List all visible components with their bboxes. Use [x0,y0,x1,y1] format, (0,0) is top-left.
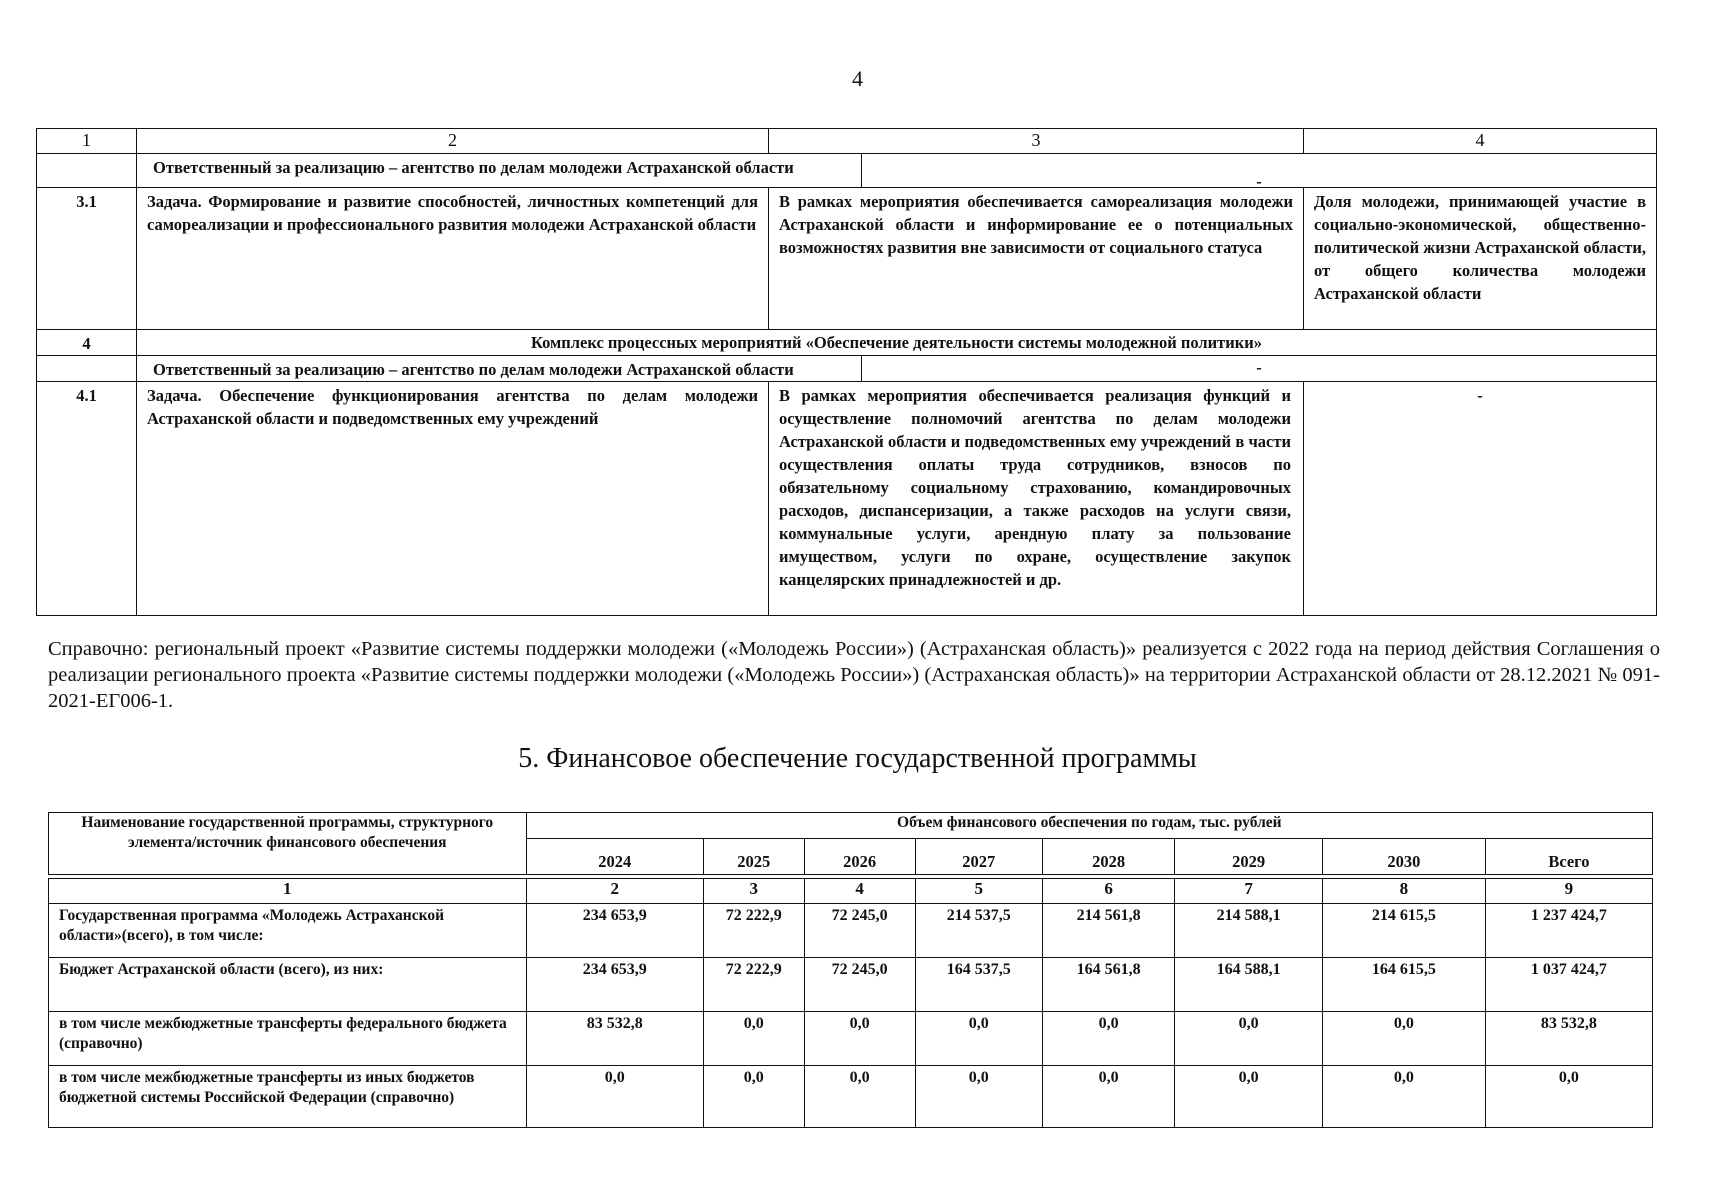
total-cell: 83 532,8 [1485,1012,1652,1066]
value-cell: 0,0 [1175,1066,1323,1128]
table-row [37,188,1657,330]
total-header: Всего [1485,839,1652,875]
description-text: В рамках мероприятия обеспечивается реализация функций и осуществление полномочий агентства по делам молодежи Астраханской области и подведомственных ему учреждений в части осуществления оплаты труда сотрудников, взносов по обязательному социальному страхованию, командировочных расходов, диспансеризации, а также расходов на услуги связи, коммунальные услуги, арендную плату за пользование имуществом, услуги по охране, осуществление закупок канцелярских принадлежностей и др. [769,382,1304,616]
value-cell: 0,0 [526,1066,703,1128]
section-row [37,330,1657,356]
value-cell: 164 615,5 [1322,958,1485,1012]
col-number: 7 [1175,879,1323,904]
table-row [49,1066,1653,1128]
header-volume: Объем финансового обеспечения по годам, тыс. рублей [526,813,1652,839]
value-cell: 234 653,9 [526,958,703,1012]
value-cell: 164 588,1 [1175,958,1323,1012]
year-header: 2024 [526,839,703,875]
year-header: 2028 [1042,839,1174,875]
row-name: в том числе межбюджетные трансферты из иных бюджетов бюджетной системы Российской Федерации (справочно) [49,1066,527,1128]
header-name: Наименование государственной программы, структурного элемента/источник финансового обеспечения [49,813,527,875]
value-cell: 0,0 [1322,1066,1485,1128]
description-text: В рамках мероприятия обеспечивается самореализация молодежи Астраханской области и информирование ее о потенциальных возможностях развития вне зависимости от социального статуса [769,188,1304,330]
value-cell: 214 537,5 [915,904,1042,958]
section-text: Комплекс процессных мероприятий «Обеспечение деятельности системы молодежной политики» [137,330,1657,356]
value-cell: 214 588,1 [1175,904,1323,958]
responsible-value: - [862,154,1657,188]
col-number: 4 [804,879,915,904]
page-number: 4 [852,66,863,91]
value-cell: 0,0 [703,1012,804,1066]
column-numbers-row [49,879,1653,904]
col-number: 9 [1485,879,1652,904]
value-cell: 164 537,5 [915,958,1042,1012]
col-number: 1 [49,879,527,904]
task-text: Задача. Формирование и развитие способностей, личностных компетенций для самореализации и профессионального развития молодежи Астраханской области [137,188,769,330]
value-cell: 164 561,8 [1042,958,1174,1012]
value-cell: 0,0 [1042,1012,1174,1066]
indicator-text: Доля молодежи, принимающей участие в социально-экономической, общественно-политической жизни Астраханской области, от общего количества молодежи Астраханской области [1304,188,1657,330]
activities-table [36,128,1657,616]
table-row [37,382,1657,616]
responsible-row [37,154,1657,188]
value-cell: 0,0 [804,1066,915,1128]
row-name: Государственная программа «Молодежь Астраханской области»(всего), в том числе: [49,904,527,958]
value-cell: 0,0 [1322,1012,1485,1066]
value-cell: 72 222,9 [703,904,804,958]
responsible-text: Ответственный за реализацию – агентство по делам молодежи Астраханской области [137,154,862,188]
col-number: 2 [137,129,769,154]
section-title: 5. Финансовое обеспечение государственной программы [518,743,1197,774]
table-header-row [37,129,1657,154]
col-number: 5 [915,879,1042,904]
col-number: 4 [1304,129,1657,154]
value-cell: 214 561,8 [1042,904,1174,958]
year-header: 2029 [1175,839,1323,875]
value-cell: 72 222,9 [703,958,804,1012]
table-row [49,904,1653,958]
col-number: 2 [526,879,703,904]
financing-table [48,812,1653,1128]
col-number: 8 [1322,879,1485,904]
table-row [49,1012,1653,1066]
row-name: в том числе межбюджетные трансферты федерального бюджета (справочно) [49,1012,527,1066]
value-cell: 0,0 [915,1012,1042,1066]
year-header: 2030 [1322,839,1485,875]
total-cell: 1 237 424,7 [1485,904,1652,958]
col-number: 6 [1042,879,1174,904]
value-cell: 0,0 [703,1066,804,1128]
row-number: 4.1 [37,382,137,616]
value-cell: 0,0 [1042,1066,1174,1128]
value-cell: 0,0 [915,1066,1042,1128]
value-cell: 0,0 [1175,1012,1323,1066]
year-header: 2025 [703,839,804,875]
row-number: 3.1 [37,188,137,330]
value-cell: 0,0 [804,1012,915,1066]
value-cell: 234 653,9 [526,904,703,958]
task-text: Задача. Обеспечение функционирования агентства по делам молодежи Астраханской области и подведомственных ему учреждений [137,382,769,616]
responsible-value: - [862,356,1657,382]
col-number: 3 [703,879,804,904]
total-cell: 0,0 [1485,1066,1652,1128]
indicator-text: - [1304,382,1657,616]
table-header-row [49,813,1653,839]
col-number: 1 [37,129,137,154]
responsible-row [37,356,1657,382]
col-number: 3 [769,129,1304,154]
year-header: 2027 [915,839,1042,875]
reference-note: Справочно: региональный проект «Развитие системы поддержки молодежи («Молодежь России») (Астраханская область)» реализуется с 2022 года на период действия Соглашения о реализации регионального проекта «Развитие системы поддержки молодежи («Молодежь России») (Астраханская область)» на территории Астраханской области от 28.12.2021 № 091-2021-ЕГ006-1. [48,638,1660,712]
value-cell: 83 532,8 [526,1012,703,1066]
row-name: Бюджет Астраханской области (всего), из них: [49,958,527,1012]
value-cell: 72 245,0 [804,904,915,958]
value-cell: 214 615,5 [1322,904,1485,958]
total-cell: 1 037 424,7 [1485,958,1652,1012]
value-cell: 72 245,0 [804,958,915,1012]
responsible-text: Ответственный за реализацию – агентство по делам молодежи Астраханской области [137,356,862,382]
row-number: 4 [37,330,137,356]
year-header: 2026 [804,839,915,875]
table-row [49,958,1653,1012]
